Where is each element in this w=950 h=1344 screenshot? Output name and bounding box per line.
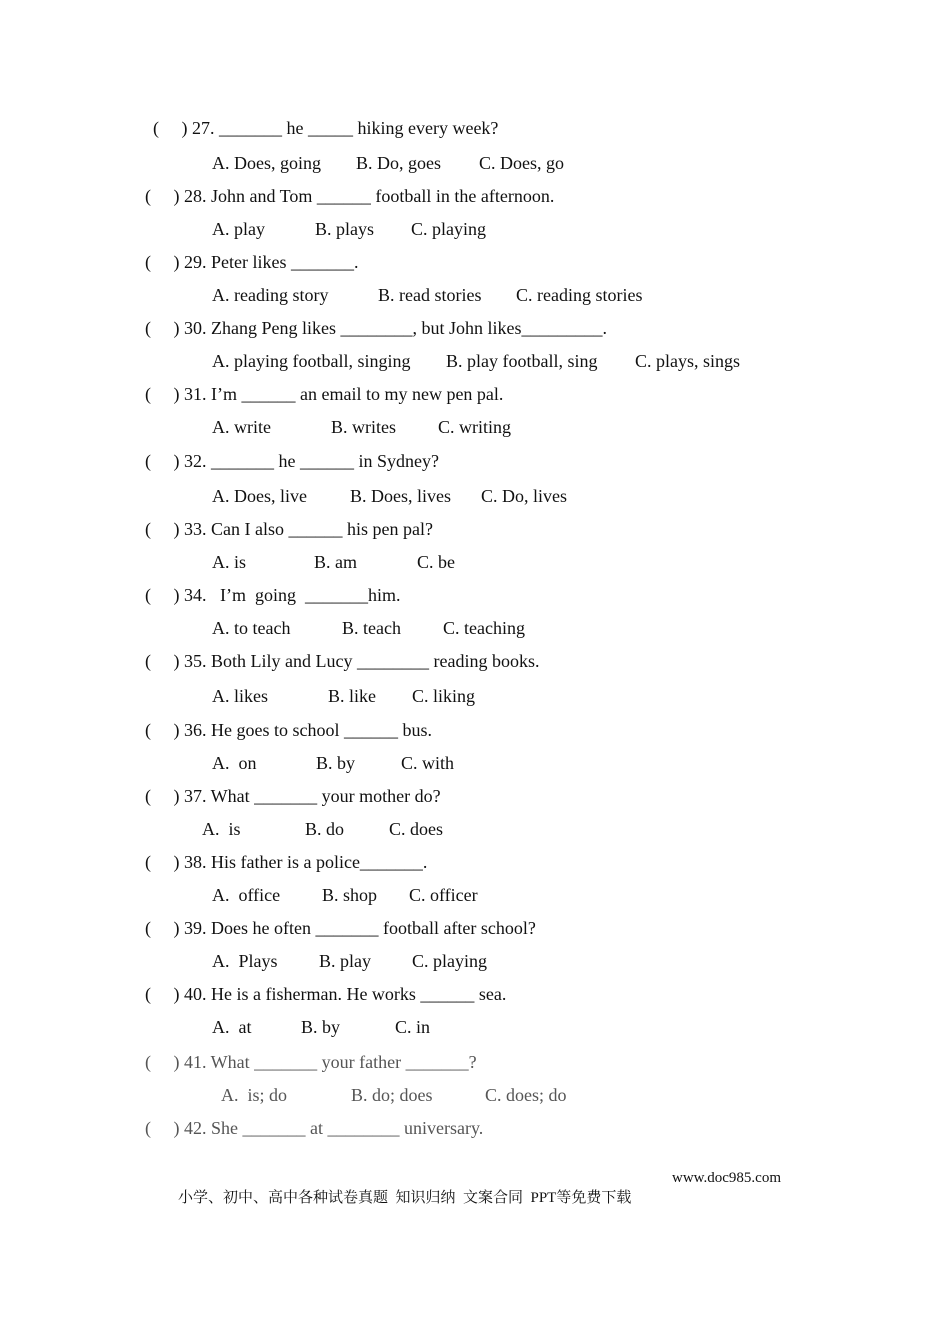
option-b: B. Do, goes bbox=[356, 153, 441, 173]
question-29: ( ) 29. Peter likes _______. bbox=[145, 252, 359, 272]
option-b: B. am bbox=[314, 552, 357, 572]
question-36: ( ) 36. He goes to school ______ bus. bbox=[145, 720, 432, 740]
option-b: B. by bbox=[316, 753, 356, 773]
question-42: ( ) 42. She _______ at ________ universary. bbox=[145, 1118, 484, 1138]
option-c: C. Does, go bbox=[479, 153, 564, 173]
question-34: ( ) 34. I’m going _______him. bbox=[145, 585, 401, 605]
option-c: C. playing bbox=[412, 951, 487, 971]
option-c: C. teaching bbox=[443, 618, 525, 638]
question-39: ( ) 39. Does he often _______ football after school? bbox=[145, 918, 536, 938]
question-30: ( ) 30. Zhang Peng likes ________, but John likes_________. bbox=[145, 318, 607, 338]
option-b: B. do; does bbox=[351, 1085, 433, 1105]
option-b: B. teach bbox=[342, 618, 401, 638]
option-a: A. is; do bbox=[221, 1085, 288, 1105]
option-b: B. by bbox=[301, 1017, 341, 1037]
question-33: ( ) 33. Can I also ______ his pen pal? bbox=[145, 519, 433, 539]
question-28: ( ) 28. John and Tom ______ football in the afternoon. bbox=[145, 186, 555, 206]
option-a: A. office bbox=[212, 885, 281, 905]
question-40: ( ) 40. He is a fisherman. He works ______ sea. bbox=[145, 984, 507, 1004]
page-footer bbox=[163, 1168, 782, 1248]
option-a: A. Does, live bbox=[212, 486, 307, 506]
option-b: B. do bbox=[305, 819, 345, 839]
option-c: C. Do, lives bbox=[481, 486, 568, 506]
option-c: C. officer bbox=[409, 885, 478, 905]
option-a: A. is bbox=[202, 819, 241, 839]
option-b: B. play football, sing bbox=[446, 351, 598, 371]
option-b: B. plays bbox=[315, 219, 375, 239]
footer-text: 小学、初中、高中各种试卷真题 知识归纳 文案合同 PPT等免费下载 bbox=[178, 1190, 632, 1206]
question-37: ( ) 37. What _______ your mother do? bbox=[145, 786, 441, 806]
option-a: A. playing football, singing bbox=[212, 351, 411, 371]
option-c: C. liking bbox=[412, 686, 476, 706]
option-c: C. plays, sings bbox=[635, 351, 741, 371]
option-a: A. write bbox=[212, 417, 271, 437]
option-c: C. be bbox=[417, 552, 455, 572]
option-a: A. to teach bbox=[212, 618, 291, 638]
option-a: A. play bbox=[212, 219, 265, 239]
option-a: A. at bbox=[212, 1017, 252, 1037]
option-b: B. like bbox=[328, 686, 376, 706]
option-b: B. shop bbox=[322, 885, 378, 905]
option-a: A. Does, going bbox=[212, 153, 321, 173]
question-41: ( ) 41. What _______ your father _______? bbox=[145, 1052, 477, 1072]
option-b: B. play bbox=[319, 951, 371, 971]
option-c: C. reading stories bbox=[516, 285, 643, 305]
option-a: A. likes bbox=[212, 686, 268, 706]
option-a: A. Plays bbox=[212, 951, 278, 971]
option-a: A. reading story bbox=[212, 285, 329, 305]
option-b: B. writes bbox=[331, 417, 396, 437]
question-27: ( ) 27. _______ he _____ hiking every week? bbox=[153, 118, 499, 138]
option-c: C. in bbox=[395, 1017, 431, 1037]
footer-url[interactable]: www.doc985.com bbox=[672, 1170, 782, 1186]
question-35: ( ) 35. Both Lily and Lucy ________ reading books. bbox=[145, 651, 540, 671]
option-b: B. read stories bbox=[378, 285, 482, 305]
option-c: C. does; do bbox=[485, 1085, 567, 1105]
option-c: C. with bbox=[401, 753, 455, 773]
option-c: C. does bbox=[389, 819, 443, 839]
question-32: ( ) 32. _______ he ______ in Sydney? bbox=[145, 451, 439, 471]
option-a: A. on bbox=[212, 753, 257, 773]
question-31: ( ) 31. I’m ______ an email to my new pen pal. bbox=[145, 384, 504, 404]
option-c: C. writing bbox=[438, 417, 512, 437]
question-38: ( ) 38. His father is a police_______. bbox=[145, 852, 428, 872]
option-a: A. is bbox=[212, 552, 247, 572]
option-b: B. Does, lives bbox=[350, 486, 451, 506]
option-c: C. playing bbox=[411, 219, 486, 239]
